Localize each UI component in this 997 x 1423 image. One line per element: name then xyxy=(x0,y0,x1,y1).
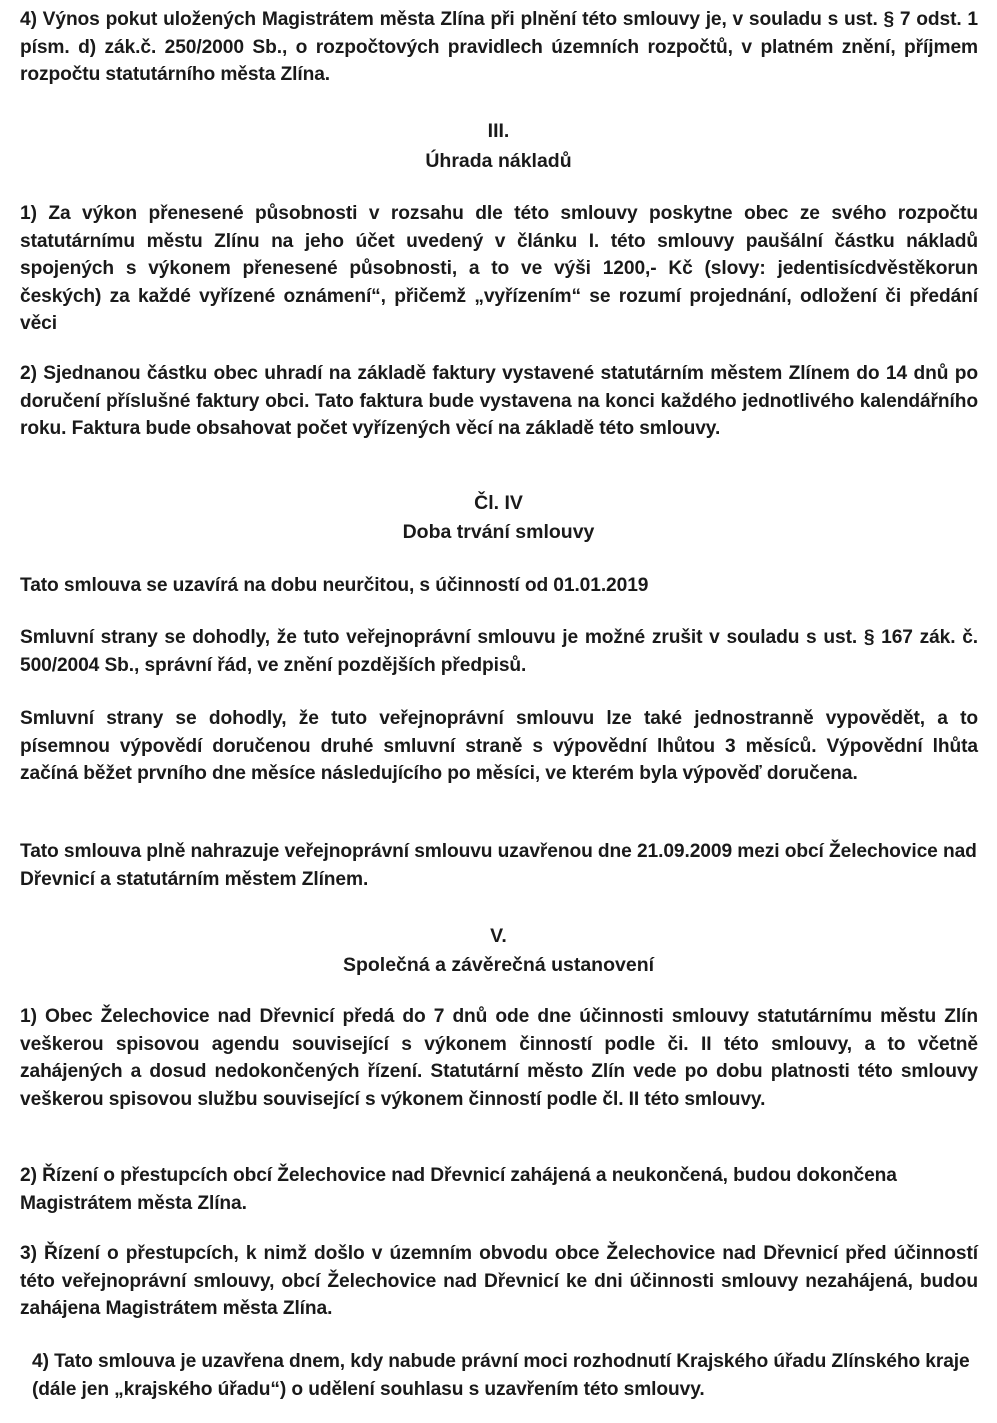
section-4-paragraph-3: Smluvní strany se dohodly, že tuto veřejnoprávní smlouvu lze také jednostranně vypovědět, a to písemnou výpovědí doručenou druhé smluvní straně s výpovědní lhůtou 3 měsíců. Výpovědní lhůta začíná běžet prvního dne měsíce následujícího po měsíci, ve kterém byla výpověď doručena. xyxy=(20,708,978,784)
section-4-paragraph-1: Tato smlouva se uzavírá na dobu neurčitou, s účinností od 01.01.2019 xyxy=(20,575,649,596)
section-3-title: Úhrada nákladů xyxy=(425,150,572,172)
section-5-paragraph-2: 2) Řízení o přestupcích obcí Želechovice nad Dřevnicí zahájená a neukončená, budou dokončena Magistrátem města Zlína. xyxy=(20,1165,897,1214)
section-5-paragraph-4: 4) Tato smlouva je uzavřena dnem, kdy nabude právní moci rozhodnutí Krajského úřadu Zlínského kraje (dále jen „krajského úřadu“) o udělení souhlasu s uzavřením této smlouvy. xyxy=(32,1351,970,1400)
section-3-paragraph-1: 1) Za výkon přenesené působnosti v rozsahu dle této smlouvy poskytne obec ze svého rozpočtu statutárnímu městu Zlínu na jeho účet uvedený v článku I. této smlouvy paušální částku nákladů spojených s výkonem přenesené působnosti, a to ve výši 1200,- Kč (slovy: jedentisícdvěstěkorun českých) za každé vyřízené oznámení“, přičemž „vyřízením“ se rozumí projednání, odložení či předání věci xyxy=(20,203,978,334)
section-3-number: III. xyxy=(487,120,510,142)
section-4-title: Doba trvání smlouvy xyxy=(402,521,595,543)
section-5-paragraph-3: 3) Řízení o přestupcích, k nimž došlo v územním obvodu obce Želechovice nad Dřevnicí před účinností této veřejnoprávní smlouvy, obcí Želechovice nad Dřevnicí ke dni účinnosti smlouvy nezahájená, budou zahájena Magistrátem města Zlína. xyxy=(20,1243,978,1319)
section-5-paragraph-1: 1) Obec Želechovice nad Dřevnicí předá do 7 dnů ode dne účinnosti smlouvy statutárnímu městu Zlín veškerou spisovou agendu související s výkonem činností podle či. II této smlouvy, a to včetně zahájených a dosud nedokončených řízení. Statutární město Zlín vede po dobu platnosti této smlouvy veškerou spisovou službu související s výkonem činností podle čl. II této smlouvy. xyxy=(20,1006,978,1110)
section-3-paragraph-2: 2) Sjednanou částku obec uhradí na základě faktury vystavené statutárním městem Zlínem do 14 dnů po doručení příslušné faktury obci. Tato faktura bude vystavena na konci každého jednotlivého kalendářního roku. Faktura bude obsahovat počet vyřízených věcí na základě této smlouvy. xyxy=(20,363,978,439)
section-5-title: Společná a závěrečná ustanovení xyxy=(342,954,655,976)
paragraph-revenue-fines: 4) Výnos pokut uložených Magistrátem města Zlína při plnění této smlouvy je, v souladu s ust. § 7 odst. 1 písm. d) zák.č. 250/2000 Sb., o rozpočtových pravidlech územních rozpočtů, v platném znění, příjmem rozpočtu statutárního města Zlína. xyxy=(20,9,978,85)
section-4-paragraph-4: Tato smlouva plně nahrazuje veřejnoprávní smlouvu uzavřenou dne 21.09.2009 mezi obcí Želechovice nad Dřevnicí a statutárním městem Zlínem. xyxy=(20,841,977,890)
section-4-paragraph-2: Smluvní strany se dohodly, že tuto veřejnoprávní smlouvu je možné zrušit v souladu s ust. § 167 zák. č. 500/2004 Sb., správní řád, ve znění pozdějších předpisů. xyxy=(20,627,978,676)
section-4-number: Čl. IV xyxy=(474,492,523,514)
section-5-number: V. xyxy=(490,925,507,947)
